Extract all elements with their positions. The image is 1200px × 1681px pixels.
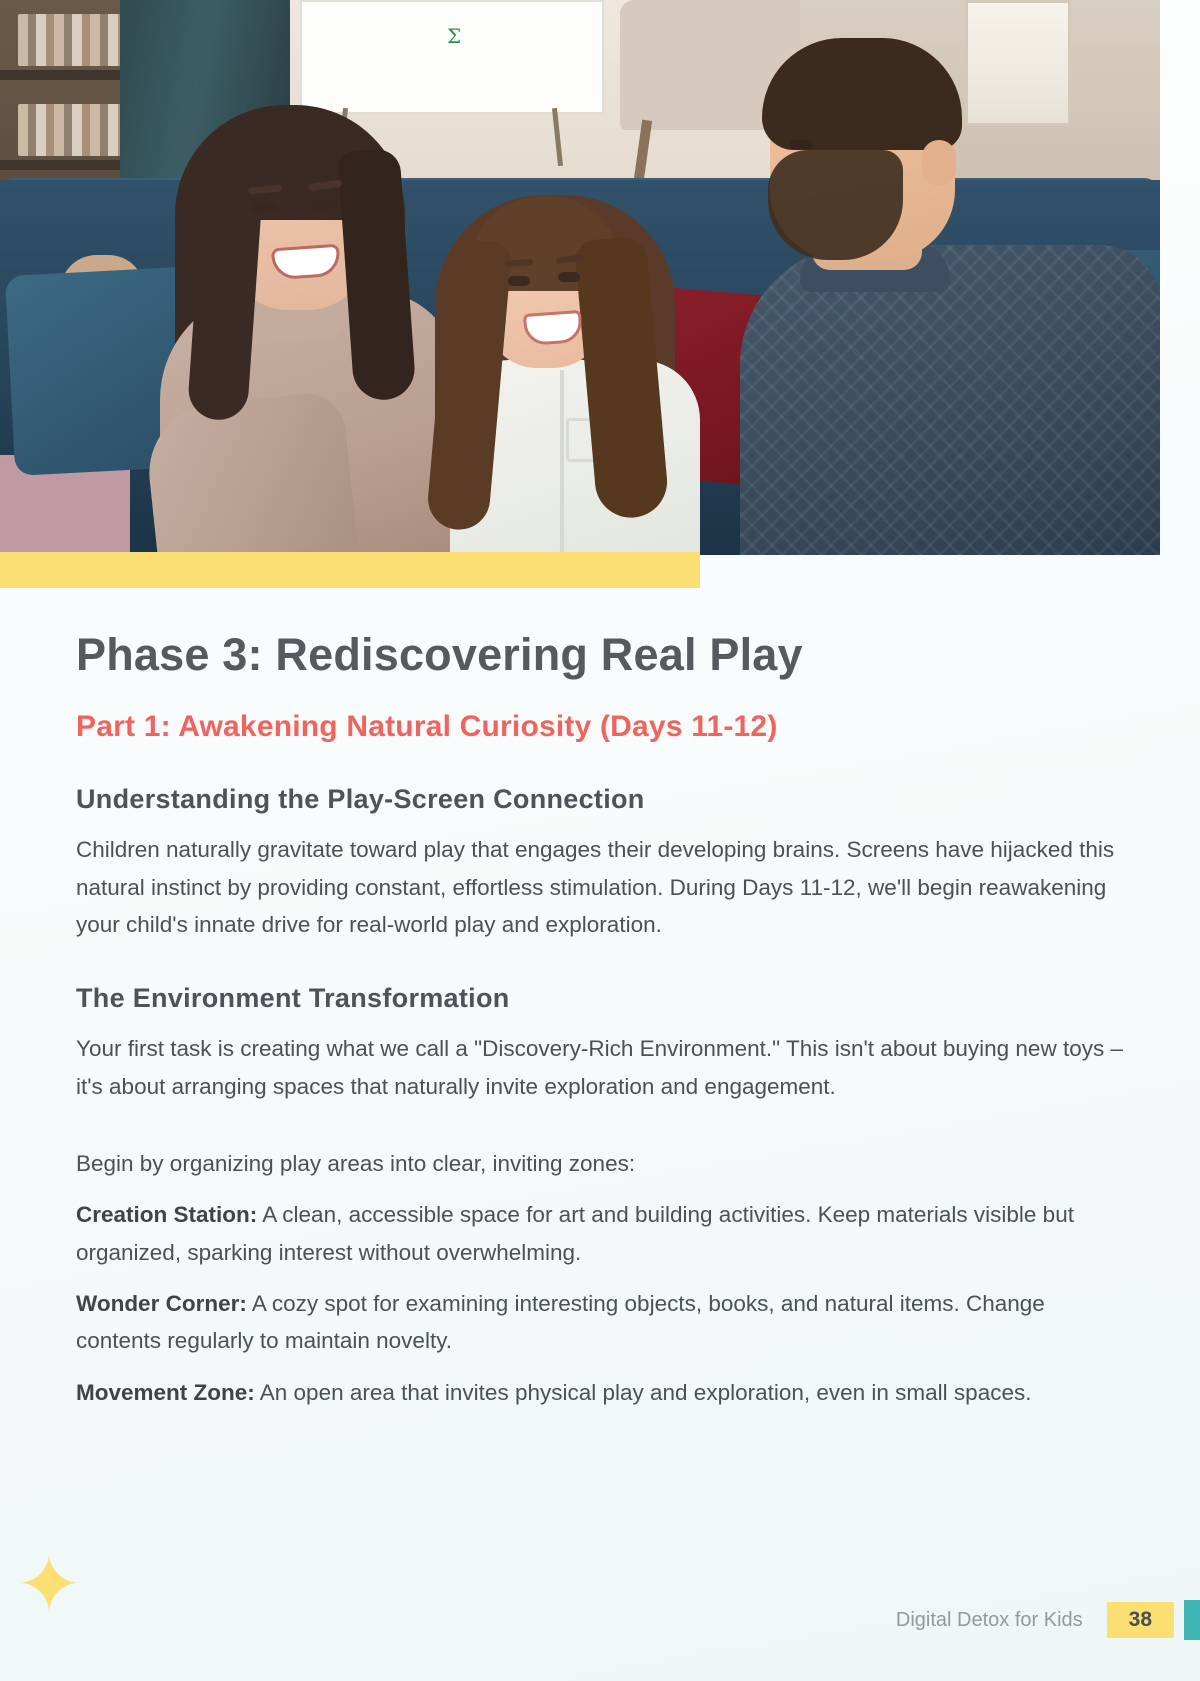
father-eye	[790, 139, 813, 150]
paragraph-spacer	[76, 1105, 1128, 1131]
mother-eye-left	[252, 202, 279, 213]
girl-eye-right	[558, 272, 580, 282]
page-content	[76, 630, 1128, 1411]
girl-shirt-placket	[560, 370, 564, 555]
footer-book-title: Digital Detox for Kids	[895, 1608, 1083, 1631]
sparkle-icon: ✦	[15, 1540, 83, 1629]
zone-item	[76, 1374, 1128, 1411]
hero-photo	[0, 0, 1160, 555]
window	[965, 0, 1071, 126]
zone-item	[76, 1285, 1128, 1360]
section-heading-play-screen-connection: Understanding the Play-Screen Connection	[76, 784, 645, 815]
section-paragraph-environment-intro: Your first task is creating what we call a "Discovery-Rich Environment." This isn't about buying new toys – it's about arranging spaces that naturally invite exploration and engagement.	[76, 1036, 1123, 1099]
page-footer	[896, 1603, 1200, 1637]
flipchart-mark-icon: Σ	[447, 24, 462, 48]
zone-label-creation-station: Creation Station:	[76, 1202, 258, 1228]
zone-item	[76, 1196, 1128, 1271]
page-title: Phase 3: Rediscovering Real Play	[76, 629, 803, 680]
zones-intro: Begin by organizing play areas into clear, inviting zones:	[76, 1151, 636, 1177]
zone-label-wonder-corner: Wonder Corner:	[76, 1291, 247, 1317]
section-paragraph-play-screen-connection: Children naturally gravitate toward play that engages their developing brains. Screens have hijacked this natural instinct by providing constant, effortless stimulation. During Days 11-12, we'll begin reawakening your child's innate drive for real-world play and exploration.	[76, 837, 1115, 938]
father-hair	[762, 38, 962, 150]
father-beard	[768, 150, 903, 260]
father-ear	[922, 140, 956, 186]
section-heading-environment-transformation: The Environment Transformation	[76, 983, 510, 1014]
girl-eye-left	[508, 276, 530, 286]
page-number-badge: 38	[1107, 1602, 1174, 1637]
zone-text-movement-zone: An open area that invites physical play and exploration, even in small spaces.	[254, 1379, 1032, 1405]
zone-text-wonder-corner: A cozy spot for examining interesting objects, books, and natural items. Change contents regularly to maintain novelty.	[76, 1291, 1045, 1354]
zones-list	[76, 1145, 1128, 1411]
page-subtitle: Part 1: Awakening Natural Curiosity (Days 11-12)	[76, 710, 778, 744]
hero-photo-scene	[0, 0, 1160, 555]
yellow-accent-bar	[0, 552, 700, 588]
footer-teal-tab	[1184, 1600, 1200, 1640]
flipchart-board	[300, 0, 604, 114]
zone-label-movement-zone: Movement Zone:	[76, 1379, 255, 1405]
father-sweater-knit-pattern	[740, 245, 1160, 555]
zone-text-creation-station: A clean, accessible space for art and building activities. Keep materials visible but organized, sparking interest without overwhelming.	[76, 1202, 1074, 1265]
